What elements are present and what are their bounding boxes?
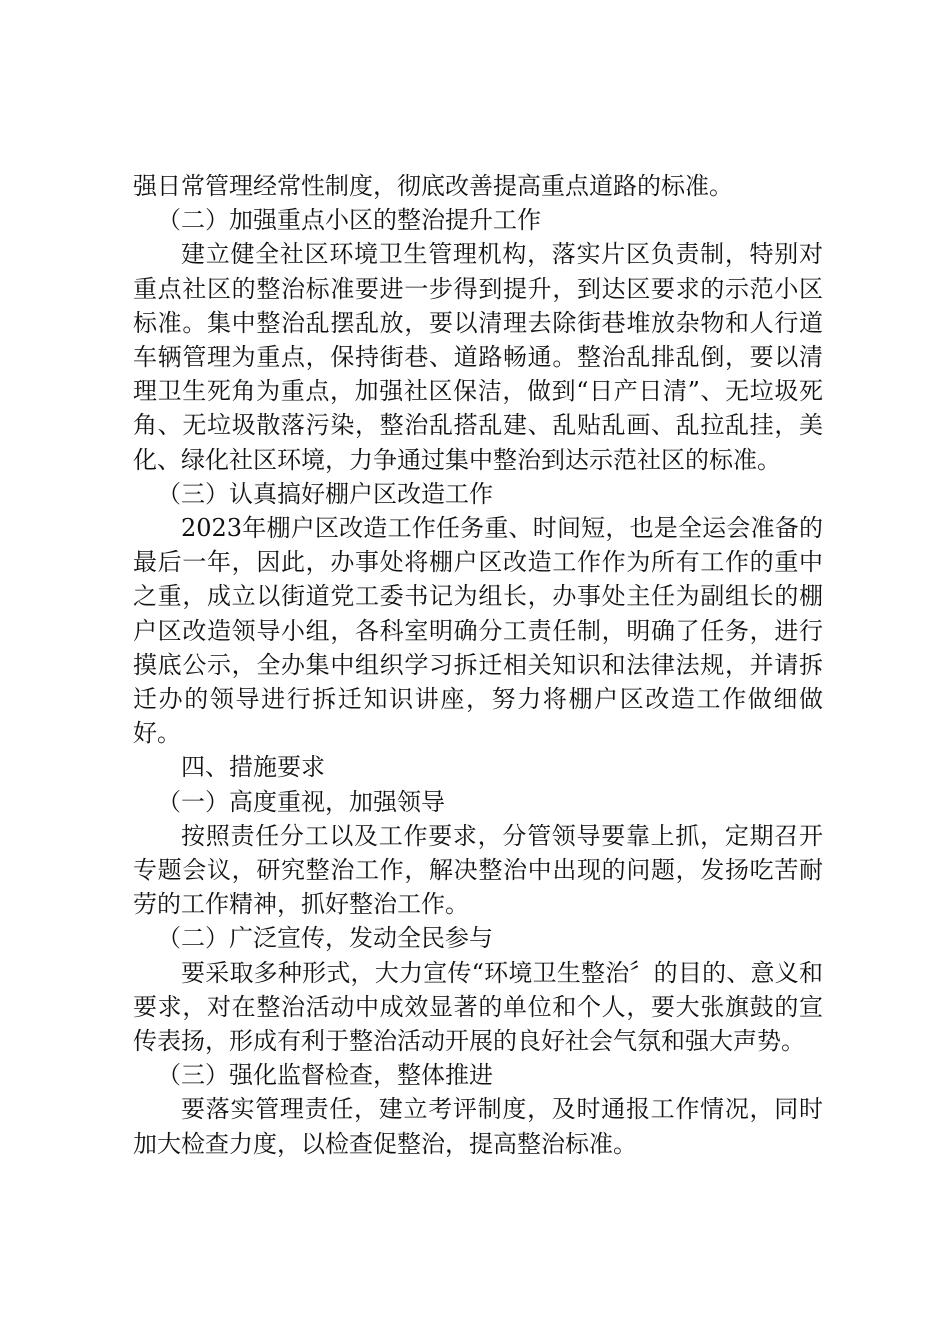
paragraph-shantytown-renovation: 2023年棚户区改造工作任务重、时间短，也是全运会准备的最后一年，因此，办事处将棚户区改造工作作为所有工作的重中之重，成立以街道党工委书记为组长，办事处主任为副组长的棚户区改造领导小组，各科室明确分工责任制，明确了任务，进行摸底公示，全办集中组织学习拆迁相关知识和法律法规，并请拆迁办的领导进行拆迁知识讲座，努力将棚户区改造工作做细做好。 <box>133 514 823 748</box>
paragraph-continuation: 强日常管理经常性制度，彻底改善提高重点道路的标准。 <box>133 172 733 200</box>
section-heading-publicity: （二）广泛宣传，发动全民参与 <box>157 924 493 953</box>
document-page <box>133 169 823 1161</box>
section-heading-key-communities: （二）加强重点小区的整治提升工作 <box>157 206 541 235</box>
paragraph-publicity: 要采取多种形式，大力宣传“环境卫生整治〞的目的、意义和要求，对在整治活动中成效显著的单位和个人，要大张旗鼓的宣传表扬，形成有利于整治活动开展的良好社会气氛和强大声势。 <box>133 958 823 1056</box>
paragraph-leadership: 按照责任分工以及工作要求，分管领导要靠上抓，定期召开专题会议，研究整治工作，解决整治中出现的问题，发扬吃苦耐劳的工作精神，抓好整治工作。 <box>133 821 823 919</box>
section-heading-shantytown-renovation: （三）认真搞好棚户区改造工作 <box>157 479 493 508</box>
section-heading-leadership: （一）高度重视，加强领导 <box>157 787 445 816</box>
paragraph-community-sanitation: 建立健全社区环境卫生管理机构，落实片区负责制，特别对重点社区的整治标准要进一步得到提升，到达区要求的示范小区标准。集中整治乱摆乱放，要以清理去除街巷堆放杂物和人行道车辆管理为重点，保持街巷、道路畅通。整治乱排乱倒，要以清理卫生死角为重点，加强社区保洁，做到“日产日清”、无垃圾死角、无垃圾散落污染，整治乱搭乱建、乱贴乱画、乱拉乱挂，美化、绿化社区环境，力争通过集中整治到达示范社区的标准。 <box>133 240 823 474</box>
paragraph-supervision: 要落实管理责任，建立考评制度，及时通报工作情况，同时加大检查力度，以检查促整治，提高整治标准。 <box>133 1095 823 1158</box>
section-heading-measures: 四、措施要求 <box>181 753 325 782</box>
section-heading-supervision: （三）强化监督检查，整体推进 <box>157 1061 493 1090</box>
